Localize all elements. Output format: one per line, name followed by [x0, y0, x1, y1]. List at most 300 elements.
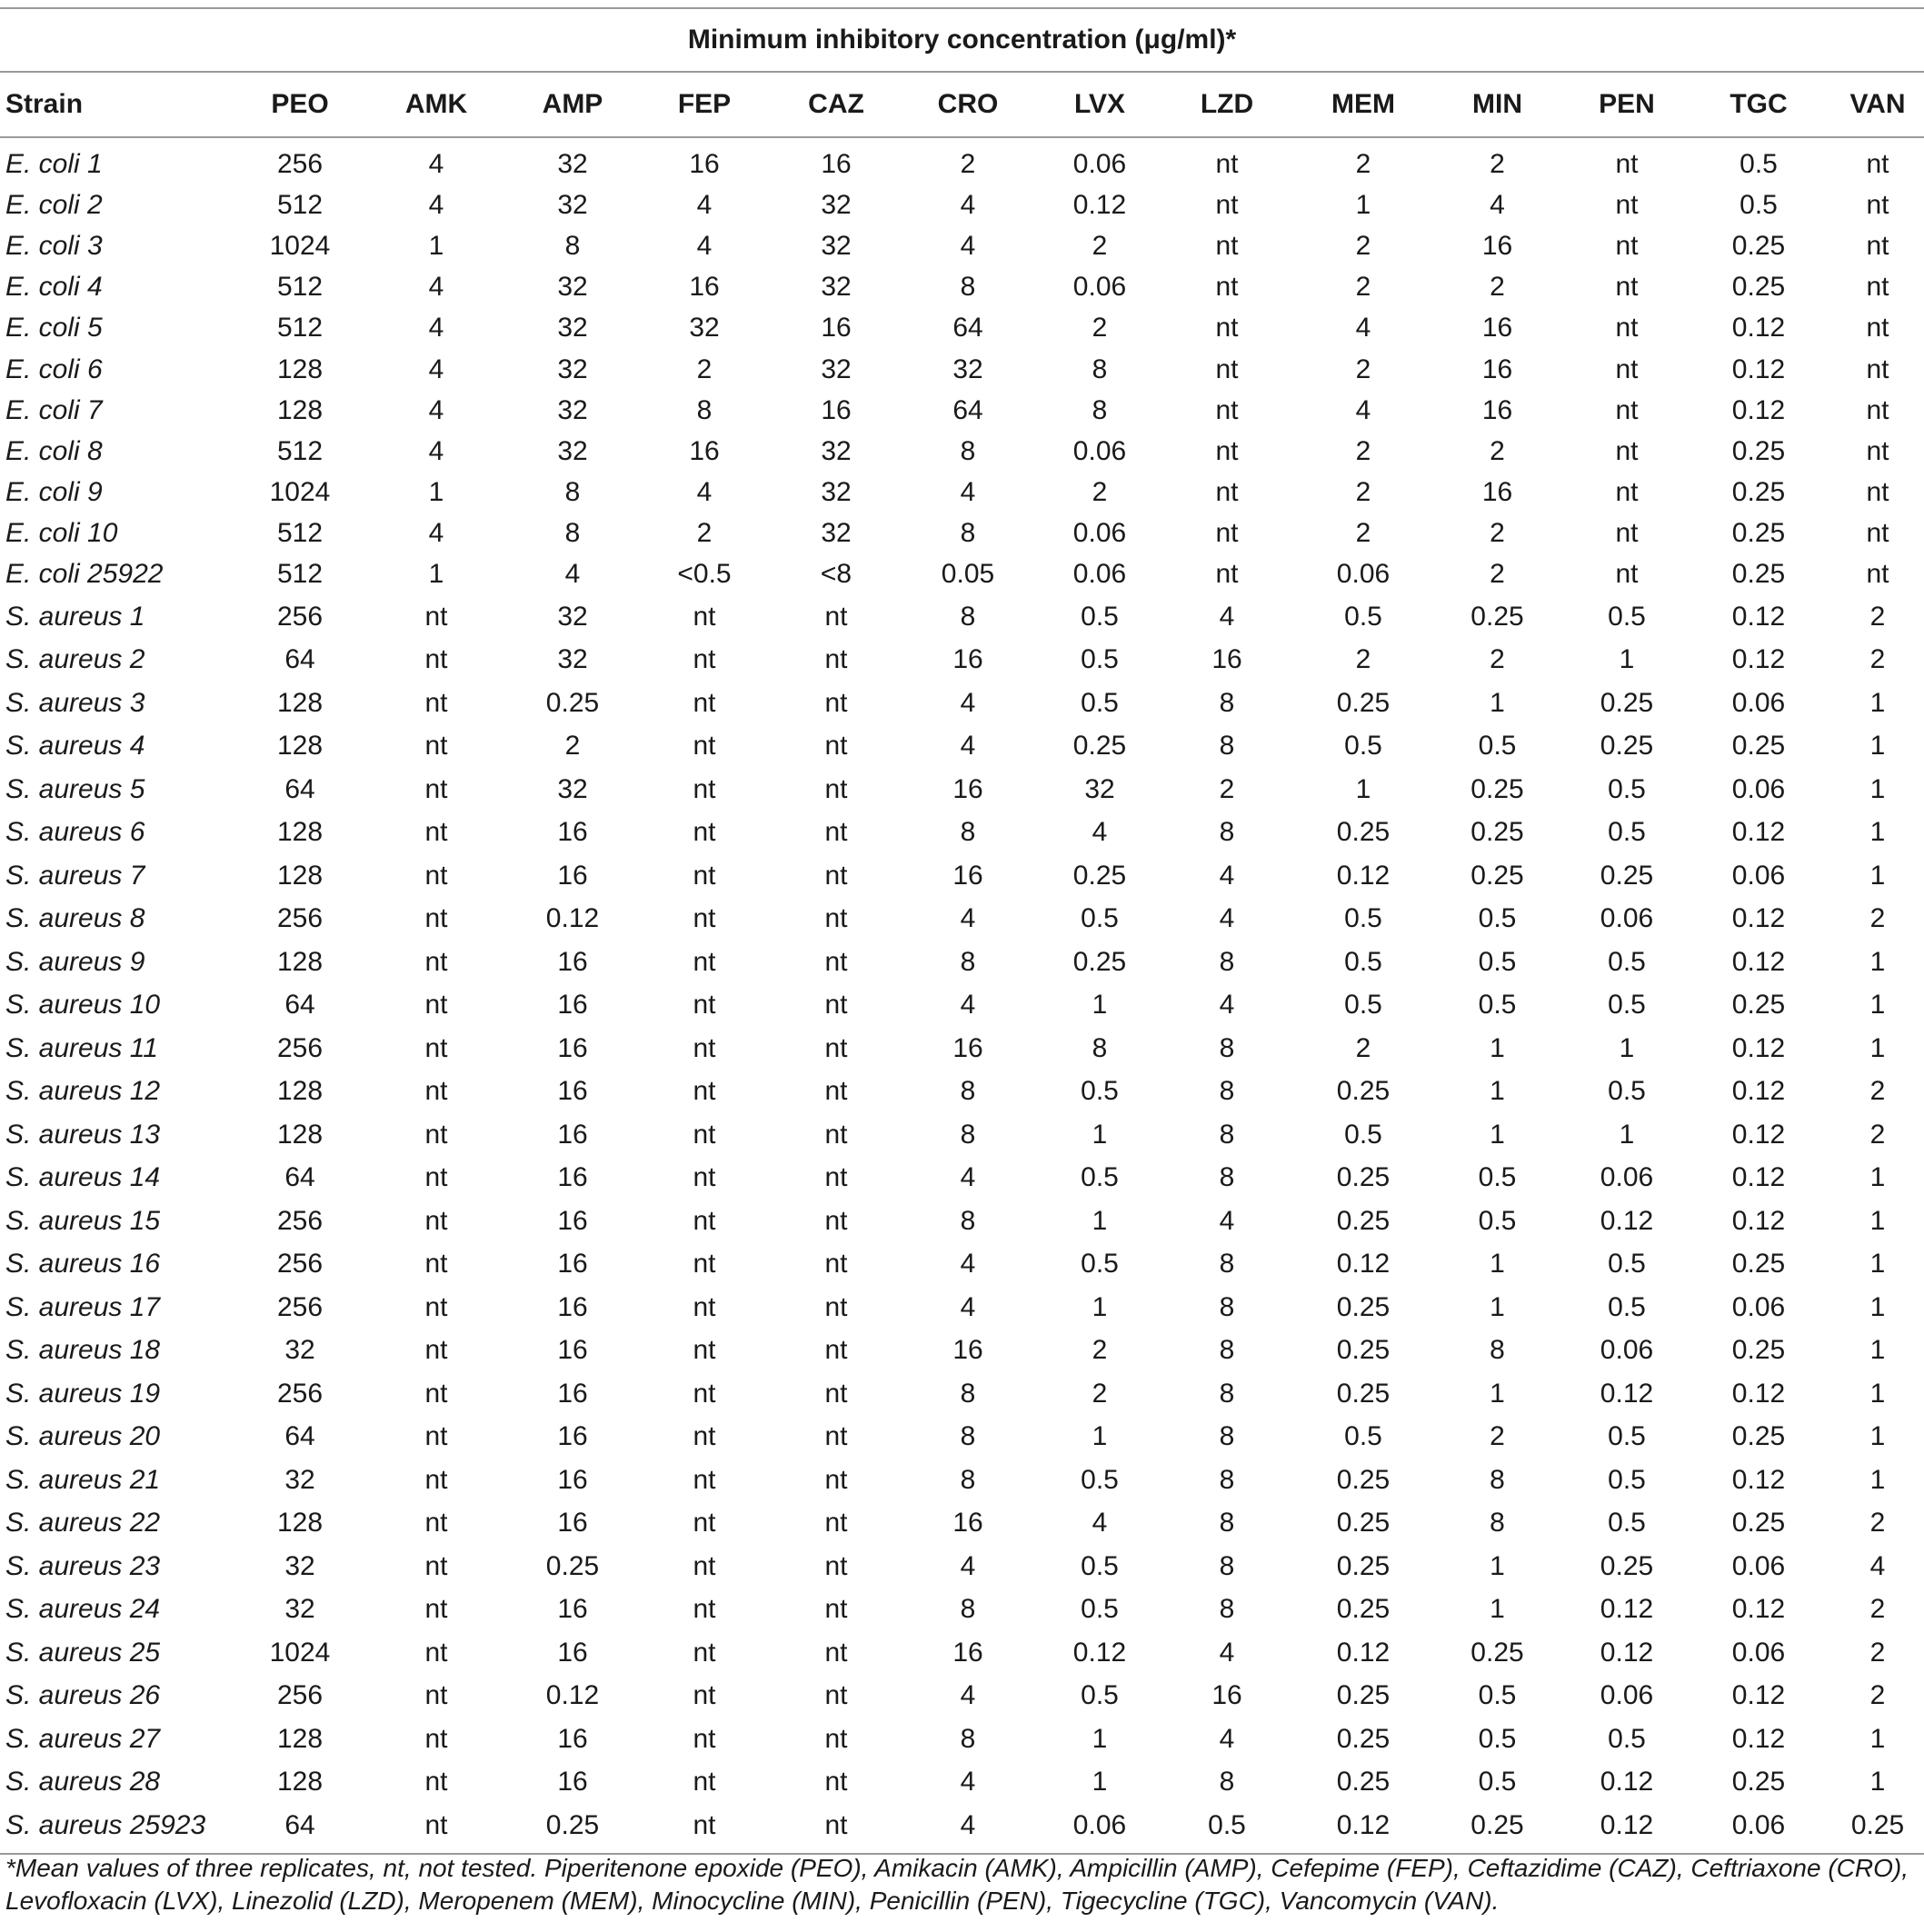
mic-cell-pen: 0.12: [1600, 1637, 1654, 1668]
mic-cell-pen: 0.5: [1608, 817, 1646, 848]
mic-cell-cro: 4: [960, 1291, 976, 1322]
mic-cell-fep: <0.5: [677, 559, 732, 590]
mic-cell-fep: nt: [693, 1119, 716, 1150]
table-row: [0, 225, 1924, 266]
mic-cell-amk: 4: [428, 189, 444, 220]
table-row: [0, 1675, 1924, 1718]
column-header-caz: CAZ: [782, 72, 891, 137]
column-header-pen: PEN: [1568, 72, 1686, 137]
mic-cell-caz: nt: [824, 990, 848, 1021]
mic-cell-peo: 128: [276, 860, 324, 891]
mic-cell-van: 2: [1869, 644, 1886, 675]
column-header-mem: MEM: [1300, 72, 1427, 137]
table-title-row: [0, 8, 1924, 72]
mic-cell-cro: 4: [960, 230, 976, 261]
mic-cell-pen: 0.5: [1608, 990, 1646, 1021]
strain-cell: S. aureus 6: [5, 817, 145, 848]
mic-cell-caz: 32: [821, 518, 852, 549]
mic-cell-lvx: 4: [1092, 1508, 1108, 1539]
mic-cell-cro: 8: [960, 1723, 976, 1754]
mic-cell-caz: 16: [821, 148, 852, 179]
strain-cell: S. aureus 7: [5, 860, 145, 891]
mic-cell-min: 1: [1490, 1550, 1505, 1581]
mic-cell-van: nt: [1866, 518, 1889, 549]
mic-cell-mem: 0.5: [1344, 731, 1382, 762]
mic-cell-fep: nt: [693, 1594, 716, 1625]
mic-cell-mem: 2: [1355, 435, 1371, 466]
mic-cell-amp: 16: [557, 1335, 588, 1366]
mic-cell-van: 1: [1869, 1162, 1886, 1193]
mic-cell-pen: 0.25: [1600, 687, 1654, 718]
mic-cell-lzd: 8: [1219, 1076, 1235, 1107]
mic-cell-caz: nt: [824, 1249, 848, 1280]
mic-cell-min: 2: [1490, 435, 1505, 466]
table-row: [0, 768, 1924, 812]
mic-cell-amk: 4: [428, 313, 444, 344]
mic-cell-lzd: 4: [1219, 1637, 1235, 1668]
mic-cell-amk: 1: [428, 477, 444, 508]
mic-cell-amk: 4: [428, 394, 444, 425]
mic-cell-min: 8: [1490, 1464, 1505, 1495]
mic-cell-tgc: 0.25: [1731, 1335, 1786, 1366]
mic-cell-caz: nt: [824, 773, 848, 804]
mic-cell-amp: 2: [564, 731, 581, 762]
mic-cell-cro: 16: [952, 1335, 983, 1366]
mic-cell-pen: nt: [1615, 394, 1639, 425]
mic-cell-lzd: 4: [1219, 1723, 1235, 1754]
mic-cell-tgc: 0.25: [1731, 1421, 1786, 1452]
mic-cell-pen: 1: [1619, 1119, 1635, 1150]
mic-cell-tgc: 0.25: [1731, 1249, 1786, 1280]
mic-cell-caz: nt: [824, 1594, 848, 1625]
mic-cell-cro: 64: [952, 313, 983, 344]
mic-cell-van: 1: [1869, 990, 1886, 1021]
mic-cell-peo: 128: [276, 1119, 324, 1150]
strain-cell: S. aureus 18: [5, 1335, 161, 1366]
mic-cell-lvx: 0.5: [1081, 1076, 1119, 1107]
strain-cell: S. aureus 22: [5, 1508, 161, 1539]
mic-cell-min: 1: [1490, 1119, 1505, 1150]
mic-cell-fep: nt: [693, 990, 716, 1021]
mic-cell-amp: 16: [557, 1421, 588, 1452]
table-row: [0, 941, 1924, 984]
table-header-row: [0, 72, 1924, 137]
mic-cell-lzd: 8: [1219, 1767, 1235, 1798]
mic-cell-mem: 2: [1355, 477, 1371, 508]
mic-cell-amp: 8: [564, 230, 581, 261]
mic-cell-pen: 0.5: [1608, 1291, 1646, 1322]
mic-cell-min: 2: [1490, 1421, 1505, 1452]
mic-cell-mem: 0.06: [1336, 559, 1391, 590]
table-row: [0, 554, 1924, 595]
mic-cell-tgc: 0.25: [1731, 1508, 1786, 1539]
mic-cell-lvx: 4: [1092, 817, 1108, 848]
mic-cell-fep: nt: [693, 1378, 716, 1409]
mic-cell-tgc: 0.12: [1731, 1032, 1786, 1063]
mic-cell-peo: 512: [276, 189, 324, 220]
table-row: [0, 1631, 1924, 1675]
mic-cell-caz: nt: [824, 1421, 848, 1452]
mic-cell-fep: 8: [696, 394, 713, 425]
mic-cell-amk: nt: [424, 990, 448, 1021]
mic-cell-caz: nt: [824, 1335, 848, 1366]
mic-cell-caz: nt: [824, 1550, 848, 1581]
mic-cell-caz: nt: [824, 1723, 848, 1754]
mic-cell-min: 2: [1490, 559, 1505, 590]
mic-cell-fep: nt: [693, 903, 716, 934]
mic-cell-caz: nt: [824, 644, 848, 675]
mic-cell-van: 1: [1869, 1723, 1886, 1754]
mic-cell-mem: 0.5: [1344, 1119, 1382, 1150]
column-header-amp: AMP: [518, 72, 627, 137]
mic-cell-lzd: 16: [1211, 1680, 1242, 1711]
mic-cell-fep: nt: [693, 1076, 716, 1107]
mic-cell-mem: 2: [1355, 148, 1371, 179]
mic-cell-peo: 128: [276, 946, 324, 977]
mic-cell-fep: 16: [689, 435, 720, 466]
strain-cell: S. aureus 16: [5, 1249, 161, 1280]
mic-cell-min: 0.25: [1470, 773, 1524, 804]
mic-cell-lvx: 0.5: [1081, 687, 1119, 718]
mic-cell-mem: 0.12: [1300, 1804, 1427, 1854]
mic-cell-tgc: 0.06: [1731, 1550, 1786, 1581]
mic-cell-cro: 4: [960, 477, 976, 508]
strain-cell: S. aureus 28: [5, 1767, 161, 1798]
mic-cell-pen: 0.5: [1608, 1421, 1646, 1452]
mic-cell-mem: 0.5: [1344, 946, 1382, 977]
mic-cell-mem: 0.25: [1336, 1378, 1391, 1409]
mic-cell-van: 2: [1869, 1119, 1886, 1150]
mic-cell-lzd: 4: [1219, 860, 1235, 891]
mic-cell-min: 8: [1490, 1508, 1505, 1539]
column-header-min: MIN: [1427, 72, 1568, 137]
mic-cell-caz: 32: [821, 435, 852, 466]
mic-cell-fep: nt: [693, 1508, 716, 1539]
mic-cell-min: 1: [1490, 687, 1505, 718]
mic-cell-peo: 32: [284, 1594, 315, 1625]
mic-cell-fep: nt: [693, 1335, 716, 1366]
mic-cell-lvx: 8: [1092, 354, 1108, 384]
mic-cell-van: 2: [1869, 903, 1886, 934]
mic-cell-fep: nt: [693, 1162, 716, 1193]
mic-cell-lzd: nt: [1215, 230, 1239, 261]
mic-cell-amp: 16: [557, 1723, 588, 1754]
mic-cell-amp: 16: [557, 1032, 588, 1063]
mic-cell-van: 2: [1869, 1076, 1886, 1107]
mic-cell-peo: 512: [276, 435, 324, 466]
mic-cell-caz: nt: [824, 860, 848, 891]
mic-cell-van: 1: [1869, 1249, 1886, 1280]
mic-cell-lvx: 1: [1092, 1723, 1108, 1754]
strain-cell: E. coli 6: [5, 354, 103, 384]
mic-cell-pen: nt: [1615, 189, 1639, 220]
mic-cell-min: 0.5: [1478, 1767, 1517, 1798]
mic-cell-mem: 0.12: [1336, 1249, 1391, 1280]
mic-cell-lzd: 8: [1219, 1550, 1235, 1581]
mic-cell-peo: 512: [276, 559, 324, 590]
mic-cell-van: 2: [1869, 1594, 1886, 1625]
mic-cell-van: 4: [1869, 1550, 1886, 1581]
mic-cell-lvx: 1: [1092, 1119, 1108, 1150]
mic-cell-fep: nt: [693, 773, 716, 804]
mic-cell-pen: 0.25: [1600, 1550, 1654, 1581]
mic-cell-min: 0.5: [1478, 1723, 1517, 1754]
mic-cell-mem: 0.25: [1336, 1162, 1391, 1193]
mic-cell-amp: 16: [557, 1162, 588, 1193]
mic-cell-tgc: 0.5: [1740, 189, 1778, 220]
mic-cell-van: 1: [1869, 860, 1886, 891]
mic-cell-caz: nt: [782, 1804, 891, 1854]
mic-cell-mem: 0.12: [1336, 860, 1391, 891]
mic-cell-cro: 8: [960, 272, 976, 303]
mic-cell-lvx: 0.06: [1072, 559, 1127, 590]
mic-cell-min: 2: [1490, 518, 1505, 549]
mic-cell-amk: nt: [424, 687, 448, 718]
mic-cell-amk: nt: [424, 644, 448, 675]
mic-cell-cro: 8: [960, 1378, 976, 1409]
mic-cell-lvx: 2: [1092, 230, 1108, 261]
mic-cell-mem: 4: [1355, 394, 1371, 425]
strain-cell: E. coli 9: [5, 477, 103, 508]
mic-cell-lvx: 0.25: [1072, 946, 1127, 977]
mic-cell-lvx: 0.5: [1081, 644, 1119, 675]
mic-cell-mem: 0.25: [1336, 1723, 1391, 1754]
mic-cell-mem: 0.5: [1344, 601, 1382, 632]
mic-table: [0, 7, 1924, 1855]
mic-cell-cro: 8: [960, 1594, 976, 1625]
mic-cell-min: 1: [1490, 1594, 1505, 1625]
table-row: [0, 1372, 1924, 1416]
mic-cell-caz: nt: [824, 1162, 848, 1193]
mic-cell-caz: nt: [824, 1205, 848, 1236]
strain-cell: S. aureus 8: [5, 903, 145, 934]
mic-cell-tgc: 0.5: [1740, 148, 1778, 179]
mic-cell-fep: 4: [696, 189, 713, 220]
table-row: [0, 390, 1924, 431]
mic-cell-mem: 1: [1355, 773, 1371, 804]
mic-cell-amk: 4: [428, 354, 444, 384]
mic-cell-amk: nt: [354, 1804, 518, 1854]
mic-cell-min: 1: [1490, 1032, 1505, 1063]
mic-cell-cro: 8: [960, 1421, 976, 1452]
mic-cell-pen: 1: [1619, 644, 1635, 675]
mic-cell-fep: nt: [693, 1249, 716, 1280]
mic-cell-fep: 4: [696, 477, 713, 508]
mic-cell-lzd: 4: [1219, 1205, 1235, 1236]
mic-cell-pen: 0.5: [1608, 1464, 1646, 1495]
mic-cell-lvx: 0.5: [1081, 1550, 1119, 1581]
mic-cell-van: nt: [1866, 435, 1889, 466]
strain-cell: S. aureus 13: [5, 1119, 161, 1150]
mic-cell-tgc: 0.12: [1731, 1594, 1786, 1625]
table-row: [0, 431, 1924, 472]
strain-cell: E. coli 3: [5, 230, 103, 261]
table-row: [0, 854, 1924, 898]
table-row: [0, 308, 1924, 349]
mic-cell-amp: 32: [557, 189, 588, 220]
strain-cell: S. aureus 15: [5, 1205, 161, 1236]
strain-cell: S. aureus 24: [5, 1594, 161, 1625]
mic-cell-van: 1: [1869, 1421, 1886, 1452]
table-row: [0, 473, 1924, 513]
mic-cell-fep: nt: [693, 1464, 716, 1495]
mic-cell-pen: 0.06: [1600, 1162, 1654, 1193]
mic-cell-min: 0.25: [1470, 601, 1524, 632]
mic-cell-tgc: 0.12: [1731, 1205, 1786, 1236]
mic-cell-min: 0.5: [1478, 731, 1517, 762]
strain-cell: S. aureus 4: [5, 731, 145, 762]
mic-cell-caz: 32: [821, 477, 852, 508]
mic-cell-amp: 0.25: [545, 687, 600, 718]
mic-cell-lvx: 0.06: [1072, 272, 1127, 303]
mic-cell-amp: 16: [557, 1076, 588, 1107]
mic-cell-fep: nt: [693, 1767, 716, 1798]
mic-cell-amp: 16: [557, 990, 588, 1021]
mic-cell-amk: nt: [424, 1076, 448, 1107]
mic-cell-fep: nt: [693, 1680, 716, 1711]
mic-cell-pen: 0.12: [1600, 1594, 1654, 1625]
mic-cell-amp: 16: [557, 1464, 588, 1495]
mic-cell-cro: 4: [960, 731, 976, 762]
mic-cell-van: 1: [1869, 1291, 1886, 1322]
table-row: [0, 1200, 1924, 1243]
mic-cell-mem: 2: [1355, 1032, 1371, 1063]
strain-cell: S. aureus 27: [5, 1723, 161, 1754]
column-header-peo: PEO: [245, 72, 354, 137]
mic-cell-amp: 16: [557, 1508, 588, 1539]
mic-cell-tgc: 0.12: [1731, 1162, 1786, 1193]
mic-cell-mem: 0.5: [1344, 903, 1382, 934]
strain-cell: E. coli 10: [5, 518, 118, 549]
mic-cell-tgc: 0.12: [1731, 946, 1786, 977]
mic-cell-fep: 16: [689, 272, 720, 303]
table-row: [0, 725, 1924, 769]
mic-cell-cro: 8: [960, 518, 976, 549]
mic-cell-amk: nt: [424, 1594, 448, 1625]
mic-cell-mem: 0.25: [1336, 1594, 1391, 1625]
strain-cell: S. aureus 21: [5, 1464, 161, 1495]
mic-cell-van: 1: [1869, 687, 1886, 718]
mic-cell-caz: nt: [824, 946, 848, 977]
mic-cell-peo: 32: [284, 1335, 315, 1366]
mic-cell-peo: 64: [284, 644, 315, 675]
mic-cell-amk: nt: [424, 601, 448, 632]
mic-cell-caz: nt: [824, 1076, 848, 1107]
mic-cell-caz: 16: [821, 394, 852, 425]
mic-cell-amp: 16: [557, 1205, 588, 1236]
mic-cell-lzd: 2: [1219, 773, 1235, 804]
mic-cell-lzd: nt: [1215, 435, 1239, 466]
mic-cell-peo: 32: [284, 1550, 315, 1581]
mic-cell-peo: 256: [276, 148, 324, 179]
mic-cell-van: nt: [1866, 354, 1889, 384]
mic-cell-cro: 0.05: [941, 559, 995, 590]
mic-cell-mem: 0.25: [1336, 1335, 1391, 1366]
mic-cell-amp: 16: [557, 1637, 588, 1668]
mic-cell-van: 1: [1869, 1205, 1886, 1236]
mic-cell-caz: 32: [821, 230, 852, 261]
mic-cell-amk: nt: [424, 1421, 448, 1452]
table-row: [0, 1502, 1924, 1546]
mic-cell-fep: nt: [693, 1205, 716, 1236]
mic-cell-mem: 2: [1355, 354, 1371, 384]
mic-cell-min: 1: [1490, 1249, 1505, 1280]
mic-cell-cro: 4: [960, 1550, 976, 1581]
mic-cell-mem: 0.25: [1336, 1767, 1391, 1798]
table-row: [0, 984, 1924, 1028]
mic-cell-amk: nt: [424, 860, 448, 891]
mic-cell-amp: 16: [557, 1249, 588, 1280]
mic-cell-van: nt: [1866, 148, 1889, 179]
mic-cell-tgc: 0.12: [1731, 354, 1786, 384]
mic-cell-cro: 2: [960, 148, 976, 179]
mic-cell-lvx: 0.5: [1081, 1162, 1119, 1193]
table-row: [0, 682, 1924, 725]
strain-cell: S. aureus 26: [5, 1680, 161, 1711]
mic-cell-mem: 2: [1355, 230, 1371, 261]
mic-cell-van: 1: [1869, 731, 1886, 762]
mic-cell-amk: nt: [424, 1162, 448, 1193]
mic-cell-cro: 16: [952, 1032, 983, 1063]
mic-cell-van: nt: [1866, 189, 1889, 220]
mic-cell-amk: nt: [424, 773, 448, 804]
mic-cell-cro: 8: [960, 435, 976, 466]
mic-cell-peo: 256: [276, 1249, 324, 1280]
mic-cell-min: 0.5: [1478, 990, 1517, 1021]
mic-cell-caz: <8: [820, 559, 852, 590]
mic-cell-min: 2: [1490, 148, 1505, 179]
mic-cell-van: 2: [1869, 1680, 1886, 1711]
table-row: [0, 349, 1924, 390]
mic-cell-lvx: 2: [1092, 1335, 1108, 1366]
mic-cell-amk: nt: [424, 1335, 448, 1366]
mic-cell-fep: nt: [693, 1291, 716, 1322]
mic-cell-cro: 4: [960, 990, 976, 1021]
table-row: [0, 812, 1924, 855]
column-header-lvx: LVX: [1045, 72, 1154, 137]
mic-cell-amp: 16: [557, 817, 588, 848]
mic-cell-van: nt: [1866, 313, 1889, 344]
mic-cell-min: 1: [1490, 1378, 1505, 1409]
mic-cell-fep: 32: [689, 313, 720, 344]
mic-cell-fep: nt: [693, 687, 716, 718]
mic-cell-pen: 0.06: [1600, 903, 1654, 934]
strain-cell: S. aureus 14: [5, 1162, 161, 1193]
mic-cell-peo: 1024: [269, 1637, 331, 1668]
mic-cell-tgc: 0.12: [1731, 1723, 1786, 1754]
mic-cell-amk: nt: [424, 1119, 448, 1150]
mic-cell-caz: nt: [824, 1508, 848, 1539]
mic-cell-lvx: 1: [1092, 990, 1108, 1021]
mic-cell-tgc: 0.12: [1731, 394, 1786, 425]
strain-cell: S. aureus 9: [5, 946, 145, 977]
mic-cell-lvx: 8: [1092, 394, 1108, 425]
mic-cell-mem: 0.25: [1336, 1508, 1391, 1539]
mic-cell-caz: nt: [824, 601, 848, 632]
mic-cell-peo: 128: [276, 687, 324, 718]
strain-cell: S. aureus 10: [5, 990, 161, 1021]
mic-cell-mem: 0.25: [1336, 1076, 1391, 1107]
mic-cell-cro: 8: [960, 1464, 976, 1495]
mic-cell-amp: 32: [557, 394, 588, 425]
mic-cell-min: 0.5: [1478, 946, 1517, 977]
strain-cell: E. coli 7: [5, 394, 103, 425]
mic-cell-min: 2: [1490, 644, 1505, 675]
mic-cell-lzd: 8: [1219, 1032, 1235, 1063]
table-row: [0, 1286, 1924, 1329]
mic-cell-lvx: 2: [1092, 477, 1108, 508]
mic-cell-van: nt: [1866, 230, 1889, 261]
